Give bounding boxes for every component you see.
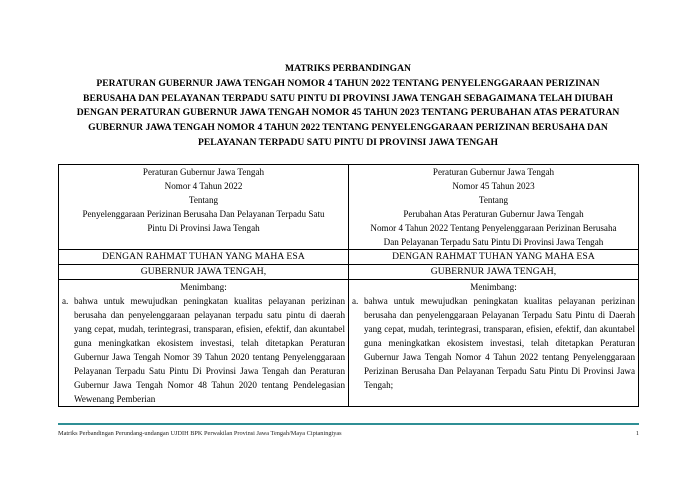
title-line: PERATURAN GUBERNUR JAWA TENGAH NOMOR 4 TAHUN 2022 TENTANG PENYELENGGARAAN PERIZINAN [96,77,600,89]
comparison-table [58,164,639,407]
right-point-a [352,294,635,392]
left-menimbang-cell [59,280,349,407]
rahmat-row [59,250,639,265]
right-rahmat: DENGAN RAHMAT TUHAN YANG MAHA ESA [349,250,639,265]
right-menimbang-cell [349,280,639,407]
left-heading-line: Penyelenggaraan Perizinan Berusaha Dan Pelayanan Terpadu Satu [82,209,325,219]
left-heading-line: Nomor 4 Tahun 2022 [164,181,243,191]
right-gubernur: GUBERNUR JAWA TENGAH, [349,265,639,280]
right-point-label: a. [352,296,359,306]
heading-row [59,165,639,250]
left-point-text: bahwa untuk mewujudkan peningkatan kualitas pelayanan perizinan berusaha dan penyelenggaraan pelayanan terpadu satu pintu di daerah yang cepat, mudah, terintegrasi, transparan, efisien, efektif, dan akuntabel guna meningkatkan ekosistem investasi, telah ditetapkan Peraturan Gubernur Jawa Tengah Nomor 39 Tahun 2020 tentang Penyelenggaraan Pelayanan Terpadu Satu Pintu Di Provinsi Jawa Tengah dan Peraturan Gubernur Jawa Tengah Nomor 48 Tahun 2020 tentang Pendelegasian Wewenang Pemberian [74,296,345,404]
title-line: GUBERNUR JAWA TENGAH NOMOR 4 TAHUN 2022 TENTANG PENYELENGGARAAN PERIZINAN BERUSAHA DAN [88,122,608,134]
right-heading-line: Nomor 4 Tahun 2022 Tentang Penyelenggaraan Perizinan Berusaha [370,223,617,233]
right-menimbang-label: Menimbang: [470,282,517,292]
right-heading-line: Tentang [478,195,509,205]
document-title [0,62,696,151]
menimbang-row [59,280,639,407]
title-line-1: MATRIKS PERBANDINGAN [285,63,411,74]
right-heading-line: Peraturan Gubernur Jawa Tengah [432,167,555,177]
footer-rule [58,423,639,425]
gubernur-row [59,265,639,280]
left-gubernur: GUBERNUR JAWA TENGAH, [59,265,349,280]
title-line: BERUSAHA DAN PELAYANAN TERPADU SATU PINTU DI PROVINSI JAWA TENGAH SEBAGAIMANA TELAH DIUBAH [83,92,613,104]
left-heading-line: Peraturan Gubernur Jawa Tengah [142,167,265,177]
left-heading-line: Tentang [188,195,219,205]
left-rahmat: DENGAN RAHMAT TUHAN YANG MAHA ESA [59,250,349,265]
left-point-a [62,294,345,406]
title-line: PELAYANAN TERPADU SATU PINTU DI PROVINSI JAWA TENGAH [197,136,499,148]
left-heading-cell [59,165,349,250]
left-menimbang-label: Menimbang: [180,282,227,292]
right-heading-line: Nomor 45 Tahun 2023 [452,181,535,191]
right-heading-line: Dan Pelayanan Terpadu Satu Pintu Di Provinsi Jawa Tengah [383,237,604,247]
footer-text: Matriks Perbandingan Perundang-undangan UJDIH BPK Perwakilan Provinsi Jawa Tengah/Maya Ciptaningtyas [58,430,342,437]
page-number: 1 [635,430,639,437]
left-heading-line: Pintu Di Provinsi Jawa Tengah [147,223,260,233]
right-heading-cell [349,165,639,250]
left-point-label: a. [62,296,69,306]
right-point-text: bahwa untuk mewujudkan peningkatan kualitas pelayanan perizinan berusaha dan penyelenggaraan Pelayanan Terpadu Satu Pintu di Daerah yang cepat, mudah, terintegrasi, transparan, efisien, efektif, dan akuntabel guna meningkatkan ekosistem investasi, telah ditetapkan Peraturan Gubernur Jawa Tengah Nomor 4 Tahun 2022 tentang Penyelenggaraan Perizinan Berusaha Dan Pelayanan Terpadu Satu Pintu Di Provinsi Jawa Tengah; [364,296,635,390]
right-heading-line: Perubahan Atas Peraturan Gubernur Jawa Tengah [403,209,584,219]
page-footer [58,430,639,437]
title-line: DENGAN PERATURAN GUBERNUR JAWA TENGAH NOMOR 45 TAHUN 2023 TENTANG PERUBAHAN ATAS PERATURAN [76,107,620,119]
